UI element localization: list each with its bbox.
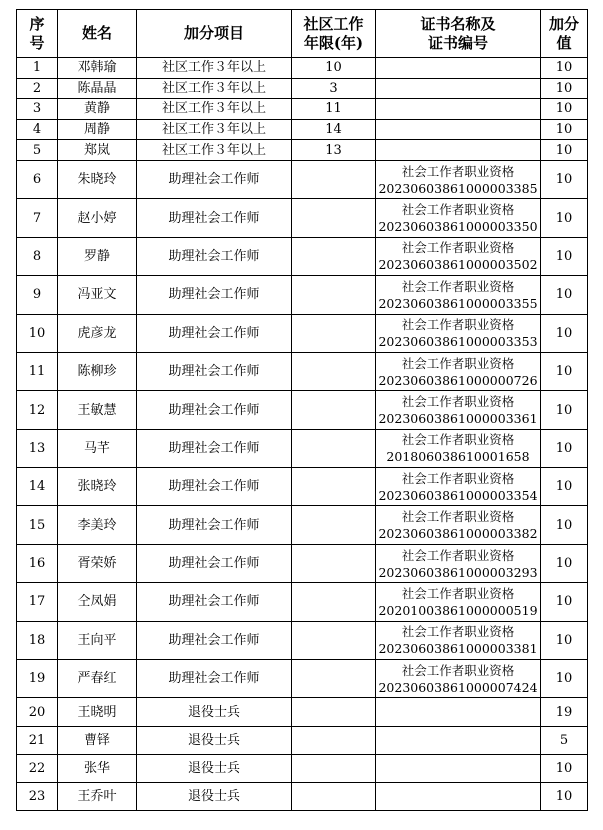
name-cell: 王晓明 — [58, 698, 137, 726]
years-cell — [292, 237, 376, 275]
years-cell — [292, 276, 376, 314]
table-row — [17, 140, 588, 161]
seq-cell: 7 — [17, 199, 58, 237]
seq-cell: 8 — [17, 237, 58, 275]
cert-number: 20230603861000003361 — [378, 411, 538, 426]
table-row — [17, 119, 588, 140]
name-cell: 陈柳珍 — [58, 352, 137, 390]
seq-cell: 5 — [17, 140, 58, 161]
name-cell: 朱晓玲 — [58, 160, 137, 198]
cert-cell — [376, 160, 541, 198]
seq-cell: 15 — [17, 506, 58, 544]
score-cell: 10 — [541, 506, 588, 544]
years-cell — [292, 726, 376, 754]
cert-cell — [376, 506, 541, 544]
cert-number: 20230603861000003350 — [378, 219, 538, 235]
seq-cell: 2 — [17, 78, 58, 99]
name-cell: 胥荣娇 — [58, 544, 137, 582]
item-cell: 社区工作３年以上 — [137, 58, 292, 79]
name-cell: 冯亚文 — [58, 276, 137, 314]
table-row — [17, 468, 588, 506]
table-row — [17, 726, 588, 754]
cert-cell — [376, 391, 541, 429]
score-cell: 10 — [541, 99, 588, 120]
item-cell: 助理社会工作师 — [137, 237, 292, 275]
seq-cell: 14 — [17, 468, 58, 506]
table-row — [17, 78, 588, 99]
seq-cell: 22 — [17, 754, 58, 782]
name-cell: 黄静 — [58, 99, 137, 120]
seq-cell: 13 — [17, 429, 58, 467]
score-cell: 10 — [541, 237, 588, 275]
item-cell: 助理社会工作师 — [137, 621, 292, 659]
cert-number: 20230603861000007424 — [378, 679, 538, 695]
table-row — [17, 544, 588, 582]
cert-name: 社会工作者职业资格 — [401, 509, 515, 525]
years-cell — [292, 429, 376, 467]
name-cell: 张华 — [58, 754, 137, 782]
name-cell: 周静 — [58, 119, 137, 140]
cert-name: 社会工作者职业资格 — [401, 355, 515, 371]
years-cell: 11 — [292, 99, 376, 120]
table-row — [17, 58, 588, 79]
score-cell: 10 — [541, 783, 588, 811]
bonus-points-table — [16, 9, 588, 811]
header-score: 加分 值 — [541, 10, 588, 58]
header-name: 姓名 — [58, 10, 137, 58]
score-cell: 10 — [541, 78, 588, 99]
score-cell: 10 — [541, 352, 588, 390]
seq-cell: 1 — [17, 58, 58, 79]
score-cell: 10 — [541, 660, 588, 698]
table-row — [17, 698, 588, 726]
cert-number: 20230603861000003382 — [378, 526, 538, 542]
years-cell — [292, 199, 376, 237]
table-row — [17, 237, 588, 275]
years-cell — [292, 544, 376, 582]
item-cell: 助理社会工作师 — [137, 352, 292, 390]
score-cell: 10 — [541, 58, 588, 79]
years-cell — [292, 583, 376, 621]
cert-name: 社会工作者职业资格 — [401, 470, 515, 486]
name-cell: 邓韩瑜 — [58, 58, 137, 79]
cert-cell — [376, 352, 541, 390]
cert-name: 社会工作者职业资格 — [401, 163, 515, 179]
cert-cell — [376, 237, 541, 275]
cert-number: 20230603861000003293 — [378, 564, 538, 580]
item-cell: 社区工作３年以上 — [137, 140, 292, 161]
years-cell — [292, 698, 376, 726]
table-row — [17, 391, 588, 429]
item-cell: 社区工作３年以上 — [137, 99, 292, 120]
name-cell: 王敏慧 — [58, 391, 137, 429]
cert-number: 20230603861000000726 — [378, 372, 538, 388]
cert-cell — [376, 58, 541, 79]
item-cell: 助理社会工作师 — [137, 583, 292, 621]
years-cell — [292, 160, 376, 198]
name-cell: 陈晶晶 — [58, 78, 137, 99]
item-cell: 退役士兵 — [137, 698, 292, 726]
years-cell — [292, 391, 376, 429]
name-cell: 赵小婷 — [58, 199, 137, 237]
name-cell: 仝凤娟 — [58, 583, 137, 621]
score-cell: 10 — [541, 754, 588, 782]
score-cell: 10 — [541, 140, 588, 161]
cert-number: 20230603861000003385 — [378, 180, 538, 196]
name-cell: 罗静 — [58, 237, 137, 275]
cert-cell — [376, 140, 541, 161]
years-cell — [292, 754, 376, 782]
cert-number: 20230603861000003381 — [378, 641, 538, 657]
seq-cell: 19 — [17, 660, 58, 698]
seq-cell: 10 — [17, 314, 58, 352]
table-row — [17, 660, 588, 698]
score-cell: 10 — [541, 429, 588, 467]
seq-cell: 17 — [17, 583, 58, 621]
cert-cell — [376, 583, 541, 621]
score-cell: 10 — [541, 119, 588, 140]
table-row — [17, 99, 588, 120]
table-row — [17, 783, 588, 811]
seq-cell: 4 — [17, 119, 58, 140]
table-row — [17, 506, 588, 544]
cert-name: 社会工作者职业资格 — [401, 202, 515, 218]
seq-cell: 23 — [17, 783, 58, 811]
years-cell — [292, 621, 376, 659]
item-cell: 助理社会工作师 — [137, 429, 292, 467]
cert-name: 社会工作者职业资格 — [401, 585, 515, 601]
cert-cell — [376, 660, 541, 698]
item-cell: 助理社会工作师 — [137, 660, 292, 698]
cert-number: 20230603861000003353 — [378, 334, 538, 350]
cert-number: 20230603861000003354 — [378, 487, 538, 503]
table-row — [17, 429, 588, 467]
seq-cell: 16 — [17, 544, 58, 582]
item-cell: 退役士兵 — [137, 726, 292, 754]
cert-name: 社会工作者职业资格 — [401, 278, 515, 294]
name-cell: 李美玲 — [58, 506, 137, 544]
years-cell: 3 — [292, 78, 376, 99]
cert-cell — [376, 468, 541, 506]
table-row — [17, 754, 588, 782]
cert-cell — [376, 78, 541, 99]
table-body — [17, 58, 588, 811]
header-seq: 序 号 — [17, 10, 58, 58]
table-row — [17, 314, 588, 352]
seq-cell: 20 — [17, 698, 58, 726]
seq-cell: 18 — [17, 621, 58, 659]
years-cell: 10 — [292, 58, 376, 79]
cert-name: 社会工作者职业资格 — [401, 432, 515, 448]
item-cell: 退役士兵 — [137, 783, 292, 811]
name-cell: 张晓玲 — [58, 468, 137, 506]
score-cell: 10 — [541, 544, 588, 582]
years-cell — [292, 783, 376, 811]
item-cell: 助理社会工作师 — [137, 199, 292, 237]
cert-name: 社会工作者职业资格 — [401, 547, 515, 563]
cert-cell — [376, 99, 541, 120]
cert-name: 社会工作者职业资格 — [401, 317, 515, 333]
name-cell: 王向平 — [58, 621, 137, 659]
years-cell: 13 — [292, 140, 376, 161]
name-cell: 曹铎 — [58, 726, 137, 754]
table-row — [17, 352, 588, 390]
cert-number: 20201003861000000519 — [378, 602, 538, 618]
item-cell: 助理社会工作师 — [137, 314, 292, 352]
score-cell: 5 — [541, 726, 588, 754]
header-years: 社区工作 年限(年) — [292, 10, 376, 58]
name-cell: 王乔叶 — [58, 783, 137, 811]
cert-name: 社会工作者职业资格 — [401, 240, 515, 256]
item-cell: 社区工作３年以上 — [137, 119, 292, 140]
item-cell: 助理社会工作师 — [137, 391, 292, 429]
table-row — [17, 199, 588, 237]
seq-cell: 21 — [17, 726, 58, 754]
item-cell: 退役士兵 — [137, 754, 292, 782]
score-cell: 10 — [541, 199, 588, 237]
score-cell: 10 — [541, 583, 588, 621]
years-cell — [292, 352, 376, 390]
item-cell: 助理社会工作师 — [137, 544, 292, 582]
seq-cell: 6 — [17, 160, 58, 198]
item-cell: 助理社会工作师 — [137, 506, 292, 544]
score-cell: 10 — [541, 314, 588, 352]
cert-cell — [376, 544, 541, 582]
score-cell: 10 — [541, 391, 588, 429]
table-row — [17, 276, 588, 314]
name-cell: 严春红 — [58, 660, 137, 698]
item-cell: 助理社会工作师 — [137, 160, 292, 198]
score-cell: 10 — [541, 621, 588, 659]
years-cell — [292, 314, 376, 352]
header-row — [17, 10, 588, 58]
item-cell: 社区工作３年以上 — [137, 78, 292, 99]
cert-name: 社会工作者职业资格 — [401, 394, 515, 409]
cert-cell — [376, 119, 541, 140]
cert-number: 201806038610001658 — [386, 449, 530, 465]
cert-name: 社会工作者职业资格 — [401, 662, 515, 678]
cert-number: 20230603861000003502 — [378, 257, 538, 273]
header-item: 加分项目 — [137, 10, 292, 58]
header-certificate: 证书名称及 证书编号 — [376, 10, 541, 58]
years-cell — [292, 660, 376, 698]
years-cell — [292, 506, 376, 544]
score-cell: 10 — [541, 160, 588, 198]
cert-number: 20230603861000003355 — [378, 295, 538, 311]
years-cell — [292, 468, 376, 506]
item-cell: 助理社会工作师 — [137, 276, 292, 314]
seq-cell: 3 — [17, 99, 58, 120]
seq-cell: 9 — [17, 276, 58, 314]
cert-cell — [376, 621, 541, 659]
table-row — [17, 621, 588, 659]
table-row — [17, 583, 588, 621]
table-row — [17, 160, 588, 198]
cert-name: 社会工作者职业资格 — [401, 624, 515, 640]
seq-cell: 11 — [17, 352, 58, 390]
cert-cell — [376, 698, 541, 726]
name-cell: 马芊 — [58, 429, 137, 467]
name-cell: 虎彦龙 — [58, 314, 137, 352]
item-cell: 助理社会工作师 — [137, 468, 292, 506]
cert-cell — [376, 783, 541, 811]
score-cell: 19 — [541, 698, 588, 726]
cert-cell — [376, 726, 541, 754]
cert-cell — [376, 276, 541, 314]
years-cell: 14 — [292, 119, 376, 140]
cert-cell — [376, 429, 541, 467]
cert-cell — [376, 199, 541, 237]
cert-cell — [376, 314, 541, 352]
score-cell: 10 — [541, 468, 588, 506]
seq-cell: 12 — [17, 391, 58, 429]
score-cell: 10 — [541, 276, 588, 314]
name-cell: 郑岚 — [58, 140, 137, 161]
cert-cell — [376, 754, 541, 782]
